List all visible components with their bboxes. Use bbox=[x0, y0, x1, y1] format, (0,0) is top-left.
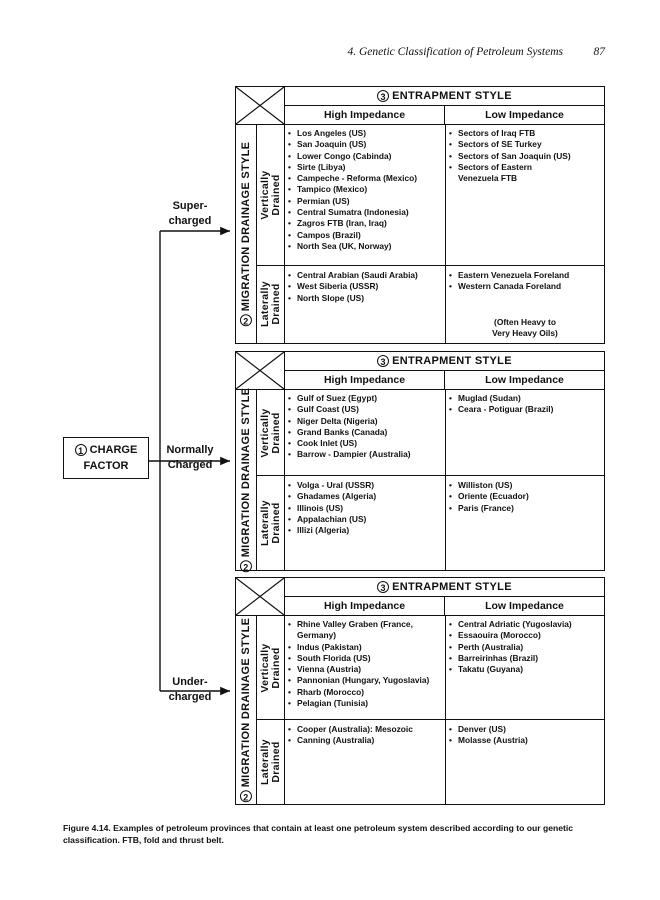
list-item: • Zagros FTB (Iran, Iraq) bbox=[288, 218, 444, 229]
corner-x-cell bbox=[236, 87, 285, 125]
list-item: • Indus (Pakistan) bbox=[288, 642, 444, 653]
list-item: • Tampico (Mexico) bbox=[288, 184, 444, 195]
entrapment-style-header bbox=[285, 87, 604, 106]
high-impedance-header: High Impedance bbox=[285, 106, 445, 125]
list-item: • South Florida (US) bbox=[288, 653, 444, 664]
list-item: • Williston (US) bbox=[449, 480, 601, 491]
normally-line1: Normally bbox=[166, 444, 214, 456]
list-item: • Ghadames (Algeria) bbox=[288, 491, 444, 502]
list-item: • Sirte (Libya) bbox=[288, 162, 444, 173]
list-item: • Central Sumatra (Indonesia) bbox=[288, 207, 444, 218]
heavy-oil-note bbox=[449, 317, 601, 339]
list-item: • Western Canada Foreland bbox=[449, 281, 601, 292]
list-item: • Grand Banks (Canada) bbox=[288, 427, 444, 438]
page-number: 87 bbox=[593, 46, 605, 58]
note-line2: Very Heavy Oils) bbox=[492, 328, 558, 338]
row-divider bbox=[257, 475, 604, 476]
chapter-title: 4. Genetic Classification of Petroleum Systems bbox=[347, 46, 563, 58]
label-supercharged bbox=[155, 199, 225, 229]
list-item: • North Sea (UK, Norway) bbox=[288, 241, 444, 252]
column-divider bbox=[445, 616, 446, 804]
list-item: Venezuela FTB bbox=[458, 173, 518, 184]
vertically-drained-label bbox=[257, 125, 285, 265]
list-item: • Vienna (Austria) bbox=[288, 664, 444, 675]
corner-x-cell bbox=[236, 352, 285, 390]
supercharged-line1: Super- bbox=[172, 200, 208, 212]
laterally-drained-label bbox=[257, 265, 285, 343]
column-divider bbox=[445, 125, 446, 343]
vertically-line1: Vertically bbox=[258, 407, 271, 458]
migration-style-column bbox=[236, 616, 257, 804]
high-impedance-header: High Impedance bbox=[285, 371, 445, 390]
list-super-lateral-high bbox=[288, 270, 444, 304]
charge-factor-line2: FACTOR bbox=[83, 460, 129, 472]
list-item: • West Siberia (USSR) bbox=[288, 281, 444, 292]
vertically-line1: Vertically bbox=[258, 170, 271, 220]
laterally-line1: Laterally bbox=[258, 281, 271, 327]
entrapment-style-header bbox=[285, 352, 604, 371]
undercharged-line2: charged bbox=[168, 691, 212, 703]
list-item: • Molasse (Austria) bbox=[449, 735, 601, 746]
migration-number: 2 bbox=[240, 314, 252, 326]
migration-style-column bbox=[236, 387, 257, 573]
migration-style-text: MIGRATION DRAINAGE STYLE bbox=[239, 141, 252, 312]
low-impedance-header: Low Impedance bbox=[445, 371, 604, 390]
laterally-line1: Laterally bbox=[258, 499, 271, 546]
note-line1: (Often Heavy to bbox=[494, 317, 556, 327]
list-item: • Niger Delta (Nigeria) bbox=[288, 416, 444, 427]
row-divider bbox=[257, 719, 604, 720]
figure-caption: Figure 4.14. Examples of petroleum provinces that contain at least one petroleum system described according to our genetic classification. FTB, fold and thrust belt. bbox=[63, 823, 574, 845]
list-item: • Permian (US) bbox=[288, 196, 444, 207]
list-item: • North Slope (US) bbox=[288, 293, 444, 304]
laterally-drained-label bbox=[257, 475, 285, 570]
list-item: • Sectors of SE Turkey bbox=[449, 139, 601, 150]
list-item: • Paris (France) bbox=[449, 503, 601, 514]
list-item: • Los Angeles (US) bbox=[288, 128, 444, 139]
list-item: • Sectors of Eastern bbox=[449, 162, 601, 173]
vertically-line2: Drained bbox=[269, 411, 282, 454]
list-item: • Eastern Venezuela Foreland bbox=[449, 270, 601, 281]
entrapment-number: 3 bbox=[377, 90, 389, 102]
list-item: • Volga - Ural (USSR) bbox=[288, 480, 444, 491]
migration-style-label bbox=[240, 618, 252, 803]
charge-factor-number: 1 bbox=[75, 444, 87, 456]
list-item: • Denver (US) bbox=[449, 724, 601, 735]
list-item: • Sectors of Iraq FTB bbox=[449, 128, 601, 139]
supercharged-line2: charged bbox=[168, 215, 212, 227]
entrapment-style-label: ENTRAPMENT STYLE bbox=[392, 90, 512, 102]
list-item: • Barreirinhas (Brazil) bbox=[449, 653, 601, 664]
list-normal-vertical-low bbox=[449, 393, 601, 416]
panel-normally-charged bbox=[235, 351, 605, 571]
list-super-lateral-low bbox=[449, 270, 601, 293]
list-item: • Appalachian (US) bbox=[288, 514, 444, 525]
laterally-line1: Laterally bbox=[258, 738, 271, 785]
list-item: • Muglad (Sudan) bbox=[449, 393, 601, 404]
entrapment-number: 3 bbox=[377, 581, 389, 593]
list-super-vertical-high bbox=[288, 128, 444, 252]
list-item: • Canning (Australia) bbox=[288, 735, 444, 746]
list-item: • Central Arabian (Saudi Arabia) bbox=[288, 270, 444, 281]
high-impedance-header: High Impedance bbox=[285, 597, 445, 616]
list-item: • Campeche - Reforma (Mexico) bbox=[288, 173, 444, 184]
entrapment-style-label: ENTRAPMENT STYLE bbox=[392, 581, 512, 593]
list-item: • Pelagian (Tunisia) bbox=[288, 698, 444, 709]
list-item: • Gulf of Suez (Egypt) bbox=[288, 393, 444, 404]
migration-style-label bbox=[240, 142, 252, 327]
list-item: • Cooper (Australia): Mesozoic bbox=[288, 724, 444, 735]
list-normal-lateral-high bbox=[288, 480, 444, 536]
corner-x-cell bbox=[236, 578, 285, 616]
list-item: • Rhine Valley Graben (France, bbox=[288, 619, 444, 630]
low-impedance-header: Low Impedance bbox=[445, 106, 604, 125]
vertically-drained-label bbox=[257, 616, 285, 719]
list-normal-lateral-low bbox=[449, 480, 601, 514]
list-item: • San Joaquin (US) bbox=[288, 139, 444, 150]
list-item: • Takatu (Guyana) bbox=[449, 664, 601, 675]
list-item: • Oriente (Ecuador) bbox=[449, 491, 601, 502]
vertically-line2: Drained bbox=[269, 646, 282, 689]
list-item: Germany) bbox=[297, 630, 337, 641]
row-divider bbox=[257, 265, 604, 266]
undercharged-line1: Under- bbox=[172, 676, 208, 688]
list-item: • Illinois (US) bbox=[288, 503, 444, 514]
list-item: • Campos (Brazil) bbox=[288, 230, 444, 241]
panel-undercharged bbox=[235, 577, 605, 805]
laterally-line2: Drained bbox=[269, 501, 282, 544]
list-super-vertical-low bbox=[449, 128, 601, 184]
list-under-lateral-low bbox=[449, 724, 601, 747]
entrapment-style-header bbox=[285, 578, 604, 597]
entrapment-style-label: ENTRAPMENT STYLE bbox=[392, 355, 512, 367]
laterally-drained-label bbox=[257, 719, 285, 804]
list-item: • Perth (Australia) bbox=[449, 642, 601, 653]
charge-factor-line1: CHARGE bbox=[89, 444, 138, 456]
migration-number: 2 bbox=[240, 560, 252, 572]
charge-factor-box bbox=[63, 437, 149, 479]
list-item: • Sectors of San Joaquin (US) bbox=[449, 151, 601, 162]
label-normally-charged bbox=[155, 443, 225, 473]
vertically-line2: Drained bbox=[269, 174, 282, 216]
vertically-drained-label bbox=[257, 390, 285, 475]
entrapment-number: 3 bbox=[377, 355, 389, 367]
migration-number: 2 bbox=[240, 790, 252, 802]
vertically-line1: Vertically bbox=[258, 642, 271, 693]
column-divider bbox=[445, 390, 446, 570]
laterally-line2: Drained bbox=[269, 740, 282, 783]
migration-style-text: MIGRATION DRAINAGE STYLE bbox=[239, 387, 252, 558]
list-item: • Pannonian (Hungary, Yugoslavia) bbox=[288, 675, 444, 686]
list-item: • Ceara - Potiguar (Brazil) bbox=[449, 404, 601, 415]
list-item: • Central Adriatic (Yugoslavia) bbox=[449, 619, 601, 630]
list-item: • Cook Inlet (US) bbox=[288, 438, 444, 449]
list-item: • Gulf Coast (US) bbox=[288, 404, 444, 415]
list-item: • Barrow - Dampier (Australia) bbox=[288, 449, 444, 460]
normally-line2: Charged bbox=[167, 459, 213, 471]
list-normal-vertical-high bbox=[288, 393, 444, 461]
migration-style-label bbox=[240, 388, 252, 573]
list-item: • Rharb (Morocco) bbox=[288, 687, 444, 698]
list-item: • Illizi (Algeria) bbox=[288, 525, 444, 536]
label-undercharged bbox=[155, 675, 225, 705]
laterally-line2: Drained bbox=[269, 283, 282, 325]
list-under-vertical-low bbox=[449, 619, 601, 675]
list-item: • Lower Congo (Cabinda) bbox=[288, 151, 444, 162]
migration-style-text: MIGRATION DRAINAGE STYLE bbox=[239, 617, 252, 788]
low-impedance-header: Low Impedance bbox=[445, 597, 604, 616]
list-under-vertical-high bbox=[288, 619, 444, 709]
list-under-lateral-high bbox=[288, 724, 444, 747]
list-item: • Essaouira (Morocco) bbox=[449, 630, 601, 641]
panel-supercharged bbox=[235, 86, 605, 344]
migration-style-column bbox=[236, 125, 257, 343]
